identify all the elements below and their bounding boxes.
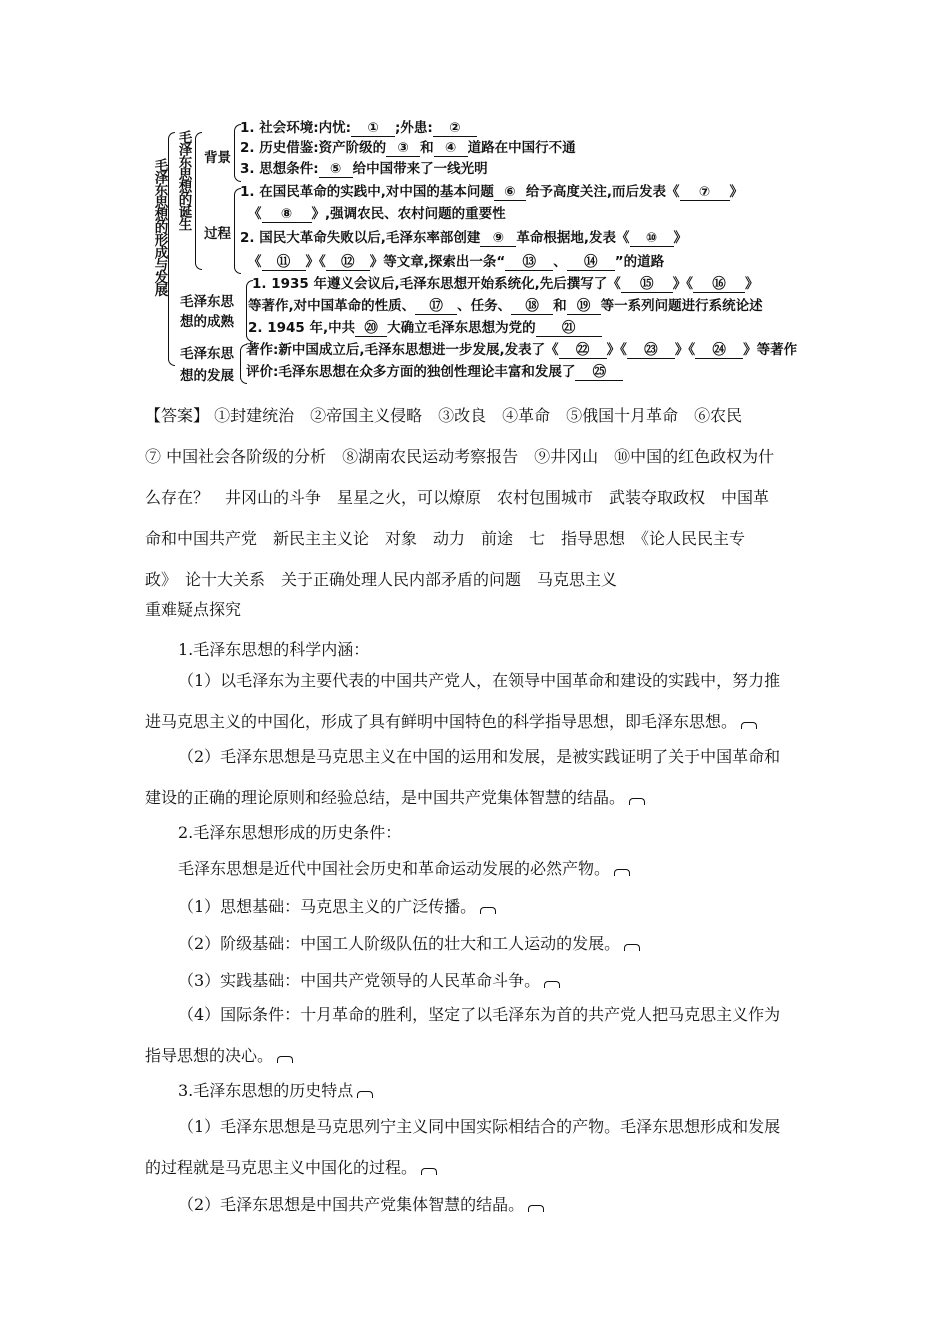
return-mark [480, 907, 496, 914]
knowledge-structure-diagram [150, 118, 810, 386]
background-label: 背景 [204, 150, 231, 166]
para-1-1a: （1）以毛泽东为主要代表的中国共产党人，在领导中国革命和建设的实践中，努力推 [178, 671, 781, 690]
process-label: 过程 [204, 226, 231, 242]
para-1-2a: （2）毛泽东思想是马克思主义在中国的运用和发展，是被实践证明了关于中国革命和 [178, 747, 781, 766]
heading-2: 2.毛泽东思想形成的历史条件： [178, 823, 402, 842]
return-mark [614, 869, 630, 876]
para-2-2: （2）阶级基础：中国工人阶级队伍的壮大和工人运动的发展。 [178, 931, 640, 954]
mature-label-2: 想的成熟 [180, 314, 234, 330]
answer-line-5: 政》 论十大关系 关于正确处理人民内部矛盾的问题 马克思主义 [145, 570, 618, 589]
return-mark [624, 944, 640, 951]
para-2-3: （3）实践基础：中国共产党领导的人民革命斗争。 [178, 968, 560, 991]
return-mark [629, 798, 645, 805]
answer-line-1: 【答案】 ①封建统治 ②帝国主义侵略 ③改良 ④革命 ⑤俄国十月革命 ⑥农民 [145, 406, 743, 425]
para-2-1: （1）思想基础：马克思主义的广泛传播。 [178, 894, 496, 917]
birth-title: 毛泽东思想的诞生 [175, 130, 192, 230]
para-3-2: （2）毛泽东思想是中国共产党集体智慧的结晶。 [178, 1192, 544, 1215]
heading-1: 1.毛泽东思想的科学内涵： [178, 640, 370, 659]
diagram-title: 毛泽东思想的形成与发展 [151, 158, 168, 296]
answer-line-4: 命和中国共产党 新民主主义论 对象 动力 前途 七 指导思想 《论人民民主专 [145, 529, 746, 548]
process-line-2: 《 ⑧ 》,强调农民、农村问题的重要性 [248, 206, 506, 222]
return-mark [741, 722, 757, 729]
answer-line-3: 么存在？ 井冈山的斗争 星星之火，可以燎原 农村包围城市 武装夺取政权 中国革 [145, 488, 770, 507]
dev-line-1: 著作:新中国成立后,毛泽东思想进一步发展,发表了《 ㉒ 》《 ㉓ 》《 ㉔ 》等著作 [246, 342, 798, 358]
answer-line-2: ⑦ 中国社会各阶级的分析 ⑧湖南农民运动考察报告 ⑨井冈山 ⑩中国的红色政权为什 [145, 447, 775, 466]
return-mark [357, 1091, 373, 1098]
para-1-2b: 建设的正确的理论原则和经验总结，是中国共产党集体智慧的结晶。 [145, 785, 645, 808]
birth-brace [195, 132, 202, 270]
process-line-3: 2. 国民大革命失败以后,毛泽东率部创建 ⑨ 革命根据地,发表《 ⑩ 》 [240, 230, 687, 246]
return-mark [277, 1056, 293, 1063]
mature-label-1: 毛泽东思 [180, 294, 234, 310]
return-mark [421, 1168, 437, 1175]
para-2-0: 毛泽东思想是近代中国社会历史和革命运动发展的必然产物。 [178, 856, 630, 879]
background-line-2: 2. 历史借鉴:资产阶级的 ③ 和 ④ 道路在中国行不通 [240, 140, 576, 156]
mature-line-2: 等著作,对中国革命的性质、 ⑰ 、任务、 ⑱ 和 ⑲ 等一系列问题进行系统论述 [248, 298, 763, 314]
para-3-1a: （1）毛泽东思想是马克思列宁主义同中国实际相结合的产物。毛泽东思想形成和发展 [178, 1117, 781, 1136]
background-line-1: 1. 社会环境:内忧: ① ;外患: ② [240, 118, 477, 138]
mature-line-1: 1. 1935 年遵义会议后,毛泽东思想开始系统化,先后撰写了《 ⑮ 》《 ⑯ 》 [252, 276, 759, 292]
para-1-1b: 进马克思主义的中国化，形成了具有鲜明中国特色的科学指导思想，即毛泽东思想。 [145, 709, 757, 732]
para-2-4a: （4）国际条件：十月革命的胜利，坚定了以毛泽东为首的共产党人把马克思主义作为 [178, 1005, 781, 1024]
return-mark [528, 1205, 544, 1212]
background-line-3: 3. 思想条件: ⑤ 给中国带来了一线光明 [240, 161, 488, 177]
return-mark [544, 981, 560, 988]
dev-line-2: 评价:毛泽东思想在众多方面的独创性理论丰富和发展了 ㉕ [246, 362, 623, 382]
dev-label-1: 毛泽东思 [180, 346, 234, 362]
process-line-4: 《 ⑪ 》《 ⑫ 》等文章,探索出一条“ ⑬ 、 ⑭ ”的道路 [248, 254, 665, 270]
para-3-1b: 的过程就是马克思主义中国化的过程。 [145, 1155, 437, 1178]
dev-label-2: 想的发展 [180, 368, 234, 384]
answer-block [145, 395, 815, 600]
para-2-4b: 指导思想的决心。 [145, 1043, 293, 1066]
mature-line-3: 2. 1945 年,中共 ⑳ 大确立毛泽东思想为党的 ㉑ [248, 318, 602, 338]
main-brace [168, 132, 175, 366]
process-line-1: 1. 在国民革命的实践中,对中国的基本问题 ⑥ 给予高度关注,而后发表《 ⑦ 》 [240, 184, 743, 200]
heading-3: 3.毛泽东思想的历史特点 [178, 1078, 373, 1101]
section-title: 重难疑点探究 [145, 600, 242, 619]
